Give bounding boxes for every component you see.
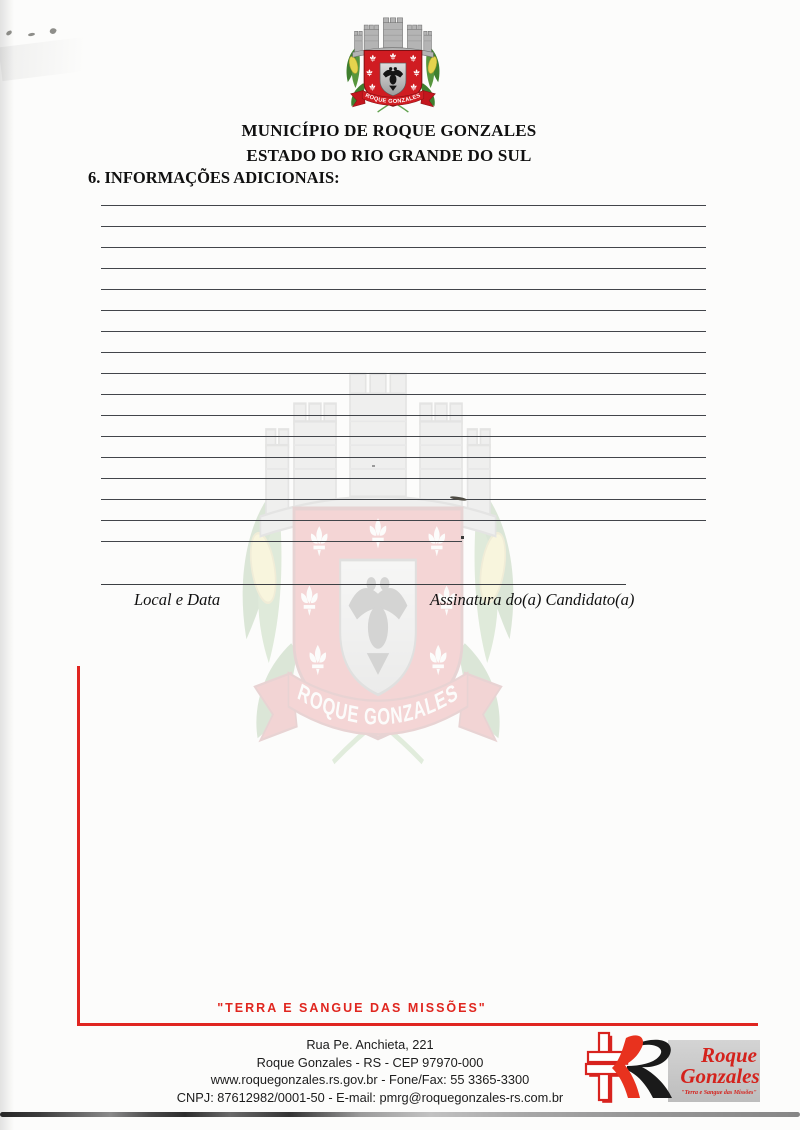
ruled-line bbox=[101, 310, 706, 311]
scan-bottom-edge bbox=[0, 1112, 800, 1117]
red-border-vertical bbox=[77, 666, 80, 1026]
signature-line bbox=[101, 584, 626, 585]
footer-cnpj-email: CNPJ: 87612982/0001-50 - E-mail: pmrg@roquegonzales-rs.com.br bbox=[176, 1089, 564, 1105]
slogan-text: "TERRA E SANGUE DAS MISSÕES" bbox=[217, 1001, 487, 1015]
ruled-line bbox=[101, 268, 706, 269]
ruled-line bbox=[101, 415, 706, 416]
footer-address-block bbox=[70, 1036, 670, 1106]
municipal-coat-of-arms bbox=[334, 14, 452, 114]
ruled-line bbox=[101, 499, 706, 500]
scan-edge-shadow bbox=[0, 0, 14, 1130]
header-municipality: MUNICÍPIO DE ROQUE GONZALES bbox=[241, 121, 537, 140]
ruled-line bbox=[101, 373, 706, 374]
ruled-line bbox=[101, 352, 706, 353]
scan-dot bbox=[461, 536, 464, 539]
ruled-line bbox=[101, 541, 462, 542]
logo-name-top: Roque bbox=[700, 1043, 758, 1067]
ruled-line bbox=[101, 205, 706, 206]
ruled-line bbox=[101, 457, 706, 458]
ruled-line bbox=[101, 226, 706, 227]
scan-speck bbox=[28, 32, 35, 36]
ruled-line bbox=[101, 289, 706, 290]
city-logo bbox=[582, 1030, 762, 1106]
r-monogram bbox=[612, 1035, 672, 1098]
scan-speck bbox=[372, 465, 375, 467]
red-border-horizontal bbox=[77, 1023, 758, 1026]
footer-site-phone: www.roquegonzales.rs.gov.br - Fone/Fax: 55 3365-3300 bbox=[210, 1072, 530, 1087]
ruled-line bbox=[101, 436, 706, 437]
candidate-signature-label: Assinatura do(a) Candidato(a) bbox=[430, 590, 635, 609]
header-state: ESTADO DO RIO GRANDE DO SUL bbox=[246, 146, 532, 165]
place-date-label: Local e Data bbox=[134, 590, 221, 609]
ruled-line bbox=[101, 520, 706, 521]
footer-street: Rua Pe. Anchieta, 221 bbox=[306, 1037, 434, 1052]
logo-tagline: "Terra e Sangue das Missões" bbox=[681, 1090, 757, 1096]
ruled-line bbox=[101, 394, 706, 395]
section-title: 6. INFORMAÇÕES ADICIONAIS: bbox=[88, 168, 340, 187]
ruled-line bbox=[101, 478, 706, 479]
scan-speck bbox=[49, 27, 57, 35]
logo-name-bottom: Gonzales bbox=[680, 1064, 760, 1088]
ruled-lines-area bbox=[101, 205, 706, 550]
ruled-line bbox=[101, 247, 706, 248]
footer-city-cep: Roque Gonzales - RS - CEP 97970-000 bbox=[256, 1054, 484, 1070]
scan-fold-shadow bbox=[0, 33, 122, 81]
ruled-line bbox=[101, 331, 706, 332]
